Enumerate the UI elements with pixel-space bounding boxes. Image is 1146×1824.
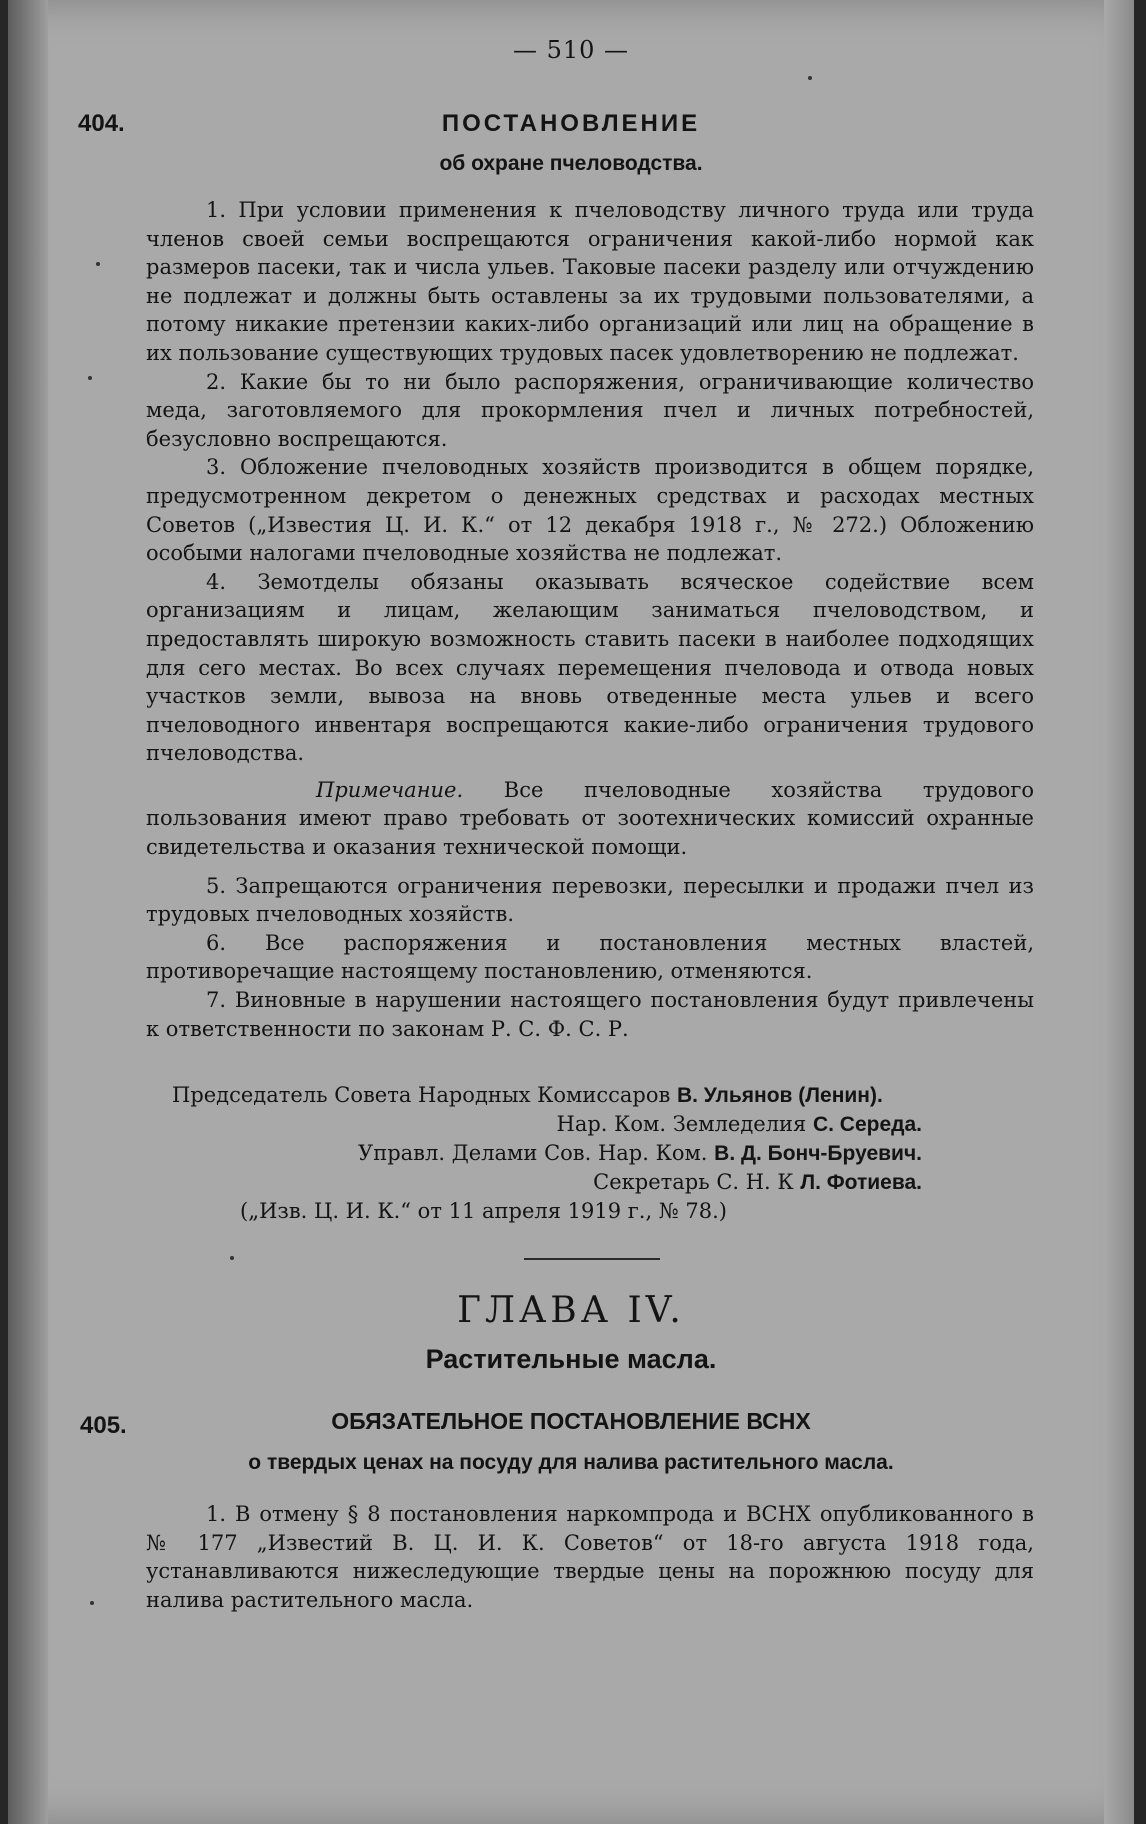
signature-role: Управл. Делами Сов. Нар. Ком.: [358, 1141, 708, 1165]
paragraph-3: 3. Обложение пчеловодных хозяйств производится в общем порядке, предусмотренном декретом о денежных средствах и расходах местных Советов („Известия Ц. И. К.“ от 12 декабря 1918 г., № 272.) Обложению особыми налогами пчеловодные хозяйства не подлежат.: [146, 455, 1034, 566]
section-divider: [524, 1258, 660, 1260]
signature-role: Нар. Ком. Земледелия: [556, 1112, 807, 1136]
doc-404-title: ПОСТАНОВЛЕНИЕ: [441, 110, 701, 137]
doc-405-subtitle: о твердых ценах на посуду для налива растительного масла.: [248, 1451, 894, 1474]
scan-speck: [230, 1256, 234, 1260]
paragraph-4: 4. Земотделы обязаны оказывать всяческое содействие всем организациям и лицам, желающим заниматься пчеловодством, и предоставлять широкую возможность ставить пасеки в наиболее подходящих для сего местах. Во всех случаях перемещения пчеловода и отвода новых участков земли, вывоза на вновь отведенные места ульев и всего пчеловодного инвентаря воспрещаются какие-либо ограничения трудового пчеловодства.: [146, 569, 1034, 766]
paragraph-2: 2. Какие бы то ни было распоряжения, ограничивающие количество меда, заготовляемого для прокормления пчел и личных потребностей, безусловно воспрещаются.: [146, 369, 1034, 451]
page-binding-shadow: [8, 0, 48, 1824]
note-block: [146, 776, 1034, 862]
item-number-405: 405.: [80, 1412, 127, 1439]
signature-name: В. Д. Бонч-Бруевич.: [714, 1142, 922, 1165]
scan-speck: [90, 1601, 94, 1605]
signature-name: С. Середа.: [812, 1113, 922, 1136]
source-citation: („Изв. Ц. И. К.“ от 11 апреля 1919 г., № 78.): [240, 1199, 727, 1223]
signature-line-1: [172, 1083, 883, 1108]
doc-404-subtitle: об охране пчеловодства.: [439, 152, 703, 175]
paragraph-1: 1. При условии применения к пчеловодству личного труда или труда членов своей семьи воспрещаются ограничения какой-либо нормой как размеров пасеки, так и числа ульев. Таковые пасеки разделу или отчуждению не подлежат и должны быть оставлены за их трудовыми пользователями, а потому никакие претензии каких-либо организаций или лиц на обращение в их пользование существующих трудовых пасек удовлетворению не подлежат.: [146, 198, 1034, 365]
signature-line-4: [593, 1170, 922, 1195]
signature-line-2: [557, 1112, 922, 1137]
page-edge-shadow: [1104, 0, 1134, 1824]
paragraph-5: 5. Запрещаются ограничения перевозки, пересылки и продажи пчел из трудовых пчеловодных хозяйств.: [146, 873, 1034, 927]
item-number-404: 404.: [78, 110, 125, 137]
chapter-subtitle: Растительные масла.: [425, 1344, 717, 1374]
paragraph-405-1: 1. В отмену § 8 постановления наркомпрода и ВСНХ опубликованного в № 177 „Известий В. Ц. И. К. Советов“ от 18-го августа 1918 года, устанавливаются нижеследующие твердые цены на порожнюю посуду для налива растительного масла.: [146, 1502, 1034, 1612]
signature-name: Л. Фотиева.: [800, 1171, 922, 1194]
note-label: Примечание.: [316, 777, 464, 802]
doc-404-body: [146, 196, 1034, 1043]
note: [146, 776, 1034, 862]
scan-speck: [808, 76, 812, 80]
scan-speck: [96, 262, 100, 266]
chapter-title: ГЛАВА IV.: [457, 1290, 685, 1331]
signature-name: В. Ульянов (Ленин).: [676, 1084, 883, 1107]
book-page: [8, 0, 1134, 1824]
doc-405-title: ОБЯЗАТЕЛЬНОЕ ПОСТАНОВЛЕНИЕ ВСНХ: [331, 1408, 811, 1434]
note-text: Все пчеловодные хозяйства трудового пользования имеют право требовать от зоотехнических комиссий охранные свидетельства и оказания технической помощи.: [146, 777, 1034, 860]
doc-405-body: [146, 1500, 1034, 1614]
signature-role: Председатель Совета Народных Комиссаров: [172, 1083, 671, 1107]
signature-line-3: [358, 1141, 922, 1166]
scan-speck: [88, 376, 92, 380]
paragraph-6: 6. Все распоряжения и постановления местных властей, противоречащие настоящему постановлению, отменяются.: [146, 930, 1034, 984]
signature-role: Секретарь С. Н. К: [593, 1170, 794, 1194]
page-number: — 510 —: [512, 36, 630, 64]
paragraph-7: 7. Виновные в нарушении настоящего постановления будут привлечены к ответственности по законам Р. С. Ф. С. Р.: [146, 988, 1034, 1041]
